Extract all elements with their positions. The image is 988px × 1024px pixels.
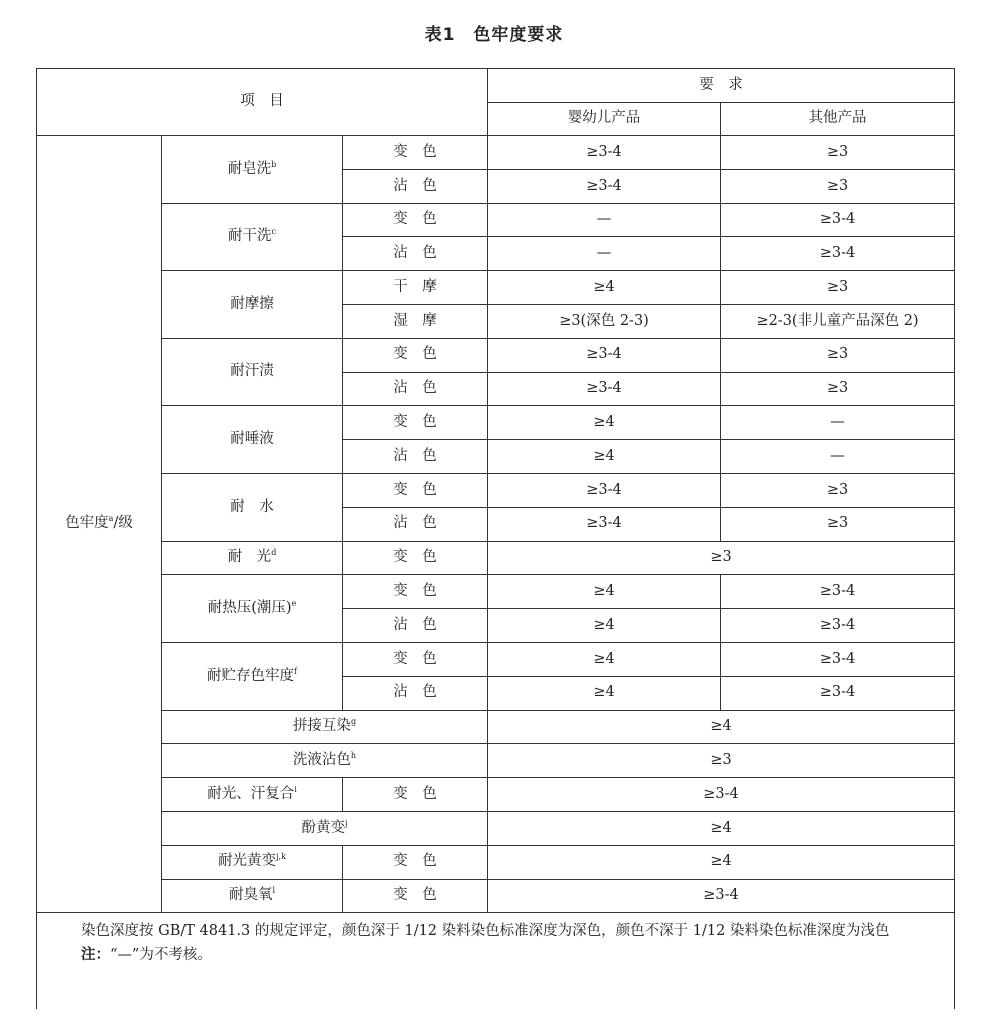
header-infant: 婴幼儿产品 [488,103,721,136]
merged-value: ≥4 [488,710,955,744]
merged-value: ≥3 [488,744,955,778]
infant-value: ≥4 [488,609,721,643]
infant-value: ≥3-4 [488,338,721,372]
other-value: ≥3-4 [721,676,955,710]
other-value: ≥3 [721,338,955,372]
infant-value: — [488,237,721,271]
sub-item: 沾 色 [343,169,488,203]
test-name: 耐光、汗复合$^i$ [162,778,343,812]
footnote-text: 染色深度按 GB/T 4841.3 的规定评定，颜色深于 1/12 染料染色标准深度为深色，颜色不深于 1/12 染料染色标准深度为浅色 [81,923,890,940]
sub-item: 沾 色 [343,507,488,541]
infant-value: ≥4 [488,440,721,474]
sub-item: 干 摩 [343,271,488,305]
other-value: ≥3 [721,473,955,507]
test-name: 耐贮存色牢度$^f$ [162,642,343,710]
sub-item: 变 色 [343,541,488,575]
merged-value: ≥4 [488,845,955,879]
infant-value: ≥4 [488,271,721,305]
merged-value: ≥4 [488,811,955,845]
sub-item: 沾 色 [343,676,488,710]
other-value: ≥3-4 [721,575,955,609]
test-name: 酚黄变$^j$ [162,811,488,845]
sub-item: 变 色 [343,473,488,507]
sub-item: 湿 摩 [343,304,488,338]
test-name: 拼接互染$^g$ [162,710,488,744]
test-name: 耐热压(潮压)$^e$ [162,575,343,643]
test-name: 耐摩擦 [162,271,343,339]
sub-item: 变 色 [343,879,488,913]
other-value: — [721,440,955,474]
category-unit: /级 [113,515,133,532]
infant-value: ≥3-4 [488,169,721,203]
other-value: ≥3-4 [721,203,955,237]
other-value: — [721,406,955,440]
test-name: 耐臭氧$^l$ [162,879,343,913]
infant-value: ≥3-4 [488,136,721,170]
merged-value: ≥3-4 [488,879,955,913]
sub-item: 沾 色 [343,237,488,271]
table-title: 表1 色牢度要求 [424,25,564,45]
category-sup: a [108,514,114,524]
category-label: 色牢度 [65,515,109,532]
note-text: “—”为不考核。 [110,947,212,964]
sub-item: 变 色 [343,136,488,170]
other-value: ≥2-3(非儿童产品深色 2) [721,304,955,338]
other-value: ≥3-4 [721,642,955,676]
infant-value: — [488,203,721,237]
infant-value: ≥3(深色 2-3) [488,304,721,338]
other-value: ≥3 [721,507,955,541]
merged-value: ≥3-4 [488,778,955,812]
test-name: 耐 光$^d$ [162,541,343,575]
other-value: ≥3 [721,169,955,203]
sub-item: 沾 色 [343,440,488,474]
test-name: 洗液沾色$^h$ [162,744,488,778]
color-fastness-table [36,68,955,1009]
infant-value: ≥3-4 [488,507,721,541]
header-item: 项 目 [37,69,488,136]
sub-item: 变 色 [343,642,488,676]
other-value: ≥3 [721,271,955,305]
test-name: 耐 水 [162,473,343,541]
sub-item: 变 色 [343,575,488,609]
sub-item: 沾 色 [343,609,488,643]
test-name: 耐唾液 [162,406,343,474]
header-requirement: 要 求 [488,69,955,103]
merged-value: ≥3 [488,541,955,575]
note-label: 注： [81,946,110,964]
infant-value: ≥3-4 [488,473,721,507]
other-value: ≥3 [721,372,955,406]
other-value: ≥3 [721,136,955,170]
sub-item: 变 色 [343,845,488,879]
sub-item: 变 色 [343,203,488,237]
other-value: ≥3-4 [721,237,955,271]
sub-item: 变 色 [343,406,488,440]
other-value: ≥3-4 [721,609,955,643]
header-other: 其他产品 [721,103,955,136]
sub-item: 变 色 [343,338,488,372]
infant-value: ≥3-4 [488,372,721,406]
infant-value: ≥4 [488,642,721,676]
sub-item: 沾 色 [343,372,488,406]
infant-value: ≥4 [488,676,721,710]
infant-value: ≥4 [488,406,721,440]
test-name: 耐干洗$^c$ [162,203,343,271]
infant-value: ≥4 [488,575,721,609]
sub-item: 变 色 [343,778,488,812]
footnote [37,913,955,1010]
test-name: 耐皂洗$^b$ [162,136,343,204]
test-name: 耐光黄变$^{j,k}$ [162,845,343,879]
test-name: 耐汗渍 [162,338,343,406]
note-line [45,943,946,967]
category-cell [37,136,162,913]
